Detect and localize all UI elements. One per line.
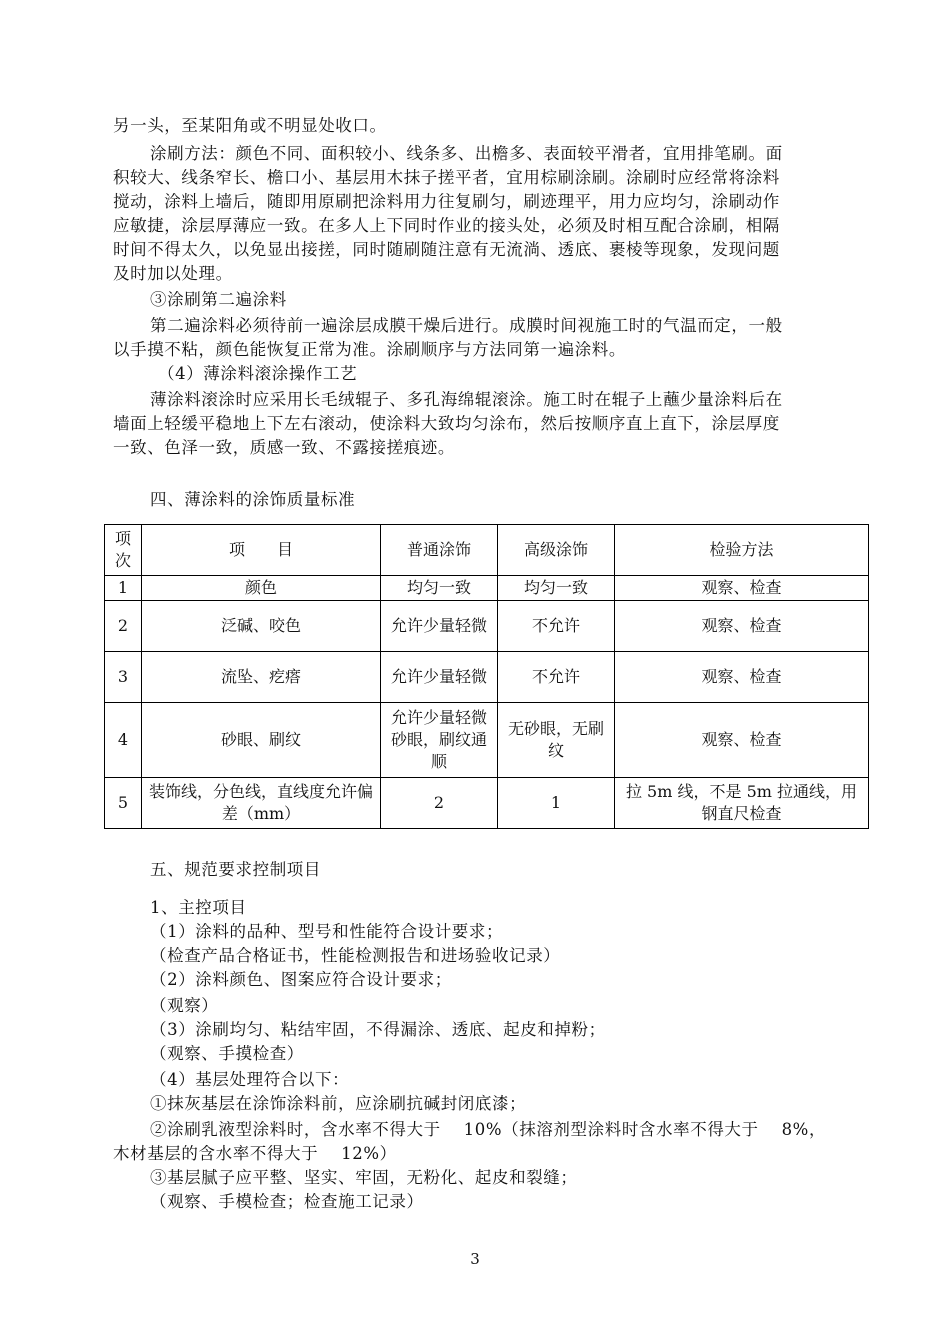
table-cell: 泛碱、咬色 [142,601,381,652]
table-cell: 流坠、疙瘩 [142,652,381,703]
paragraph-line: 搅动，涂料上墙后，随即用原刷把涂料用力往复刷匀，刷迹理平，用力应均匀，涂刷动作 [113,192,780,211]
paragraph-line: 薄涂料滚涂时应采用长毛绒辊子、多孔海绵辊滚涂。施工时在辊子上蘸少量涂料后在 [150,390,783,409]
table-cell: 观察、检查 [615,652,869,703]
paragraph-line: 一致、色泽一致，质感一致、不露接搓痕迹。 [113,438,455,457]
paragraph-line: 积较大、线条窄长、檐口小、基层用木抹子搓平者，宜用棕刷涂刷。涂刷时应经常将涂料 [113,168,780,187]
table-cell: 1 [498,778,615,829]
table-cell: 2 [381,778,498,829]
table-cell: 观察、检查 [615,576,869,601]
table-cell: 均匀一致 [381,576,498,601]
list-item: （1）涂料的品种、型号和性能符合设计要求； [150,922,504,941]
table-cell: 允许少量轻微砂眼，刷纹通顺 [381,703,498,778]
table-cell: 2 [105,601,142,652]
table-cell: 不允许 [498,652,615,703]
list-item: 1、主控项目 [150,898,247,917]
table-header-cell: 高级涂饰 [498,525,615,576]
table-cell: 装饰线，分色线，直线度允许偏差（mm） [142,778,381,829]
subheading: （4）薄涂料滚涂操作工艺 [158,364,358,383]
paragraph-line: 第二遍涂料必须待前一遍涂层成膜干燥后进行。成膜时间视施工时的气温而定，一般 [150,316,783,335]
paragraph-line: 应敏捷，涂层厚薄应一致。在多人上下同时作业的接头处，必须及时相互配合涂刷，相隔 [113,216,780,235]
table-header-cell: 普通涂饰 [381,525,498,576]
table-header-cell: 检验方法 [615,525,869,576]
list-item: ②涂刷乳液型涂料时，含水率不得大于 10%（抹溶剂型涂料时含水率不得大于 8%， [150,1120,827,1139]
list-item: （观察、手摸检查） [150,1044,304,1063]
list-item: 木材基层的含水率不得大于 12%） [113,1144,397,1163]
table-cell: 砂眼、刷纹 [142,703,381,778]
table-row [105,703,869,778]
table-cell: 观察、检查 [615,703,869,778]
table-cell: 不允许 [498,601,615,652]
subheading: ③涂刷第二遍涂料 [150,290,287,309]
table-cell: 5 [105,778,142,829]
list-item: （观察） [150,996,219,1015]
list-item: （4）基层处理符合以下： [150,1070,350,1089]
table-cell: 拉 5m 线，不是 5m 拉通线，用钢直尺检查 [615,778,869,829]
paragraph-line: 以手摸不粘，颜色能恢复正常为准。涂刷顺序与方法同第一遍涂料。 [113,340,626,359]
list-item: （2）涂料颜色、图案应符合设计要求； [150,970,452,989]
table-row [105,601,869,652]
table-row [105,652,869,703]
paragraph-line: 墙面上轻缓平稳地上下左右滚动，使涂料大致均匀涂布，然后按顺序直上直下，涂层厚度 [113,414,780,433]
table-cell: 均匀一致 [498,576,615,601]
table-cell: 观察、检查 [615,601,869,652]
list-item: （3）涂刷均匀、粘结牢固，不得漏涂、透底、起皮和掉粉； [150,1020,606,1039]
list-item: ①抹灰基层在涂饰涂料前，应涂刷抗碱封闭底漆； [150,1094,527,1113]
table-cell: 颜色 [142,576,381,601]
table-header-cell: 项次 [105,525,142,576]
table-cell: 4 [105,703,142,778]
table-cell: 允许少量轻微 [381,652,498,703]
quality-standard-table [104,524,869,829]
table-cell: 无砂眼，无刷纹 [498,703,615,778]
paragraph-line: 涂刷方法：颜色不同、面积较小、线条多、出檐多、表面较平滑者，宜用排笔刷。面 [150,144,783,163]
paragraph-line: 及时加以处理。 [113,264,233,283]
table-header-row [105,525,869,576]
table-cell: 3 [105,652,142,703]
section-heading: 五、规范要求控制项目 [150,860,321,879]
table-row [105,778,869,829]
list-item: （检查产品合格证书，性能检测报告和进场验收记录） [150,946,561,965]
page-number: 3 [470,1250,480,1268]
table-row [105,576,869,601]
table-cell: 1 [105,576,142,601]
paragraph-line: 时间不得太久，以免显出接搓，同时随刷随注意有无流淌、透底、裹棱等现象，发现问题 [113,240,780,259]
table-cell: 允许少量轻微 [381,601,498,652]
paragraph-line: 另一头，至某阳角或不明显处收口。 [113,116,387,135]
table-header-cell: 项 目 [142,525,381,576]
section-heading: 四、薄涂料的涂饰质量标准 [150,490,356,509]
list-item: ③基层腻子应平整、坚实、牢固，无粉化、起皮和裂缝； [150,1168,578,1187]
list-item: （观察、手模检查；检查施工记录） [150,1192,424,1211]
